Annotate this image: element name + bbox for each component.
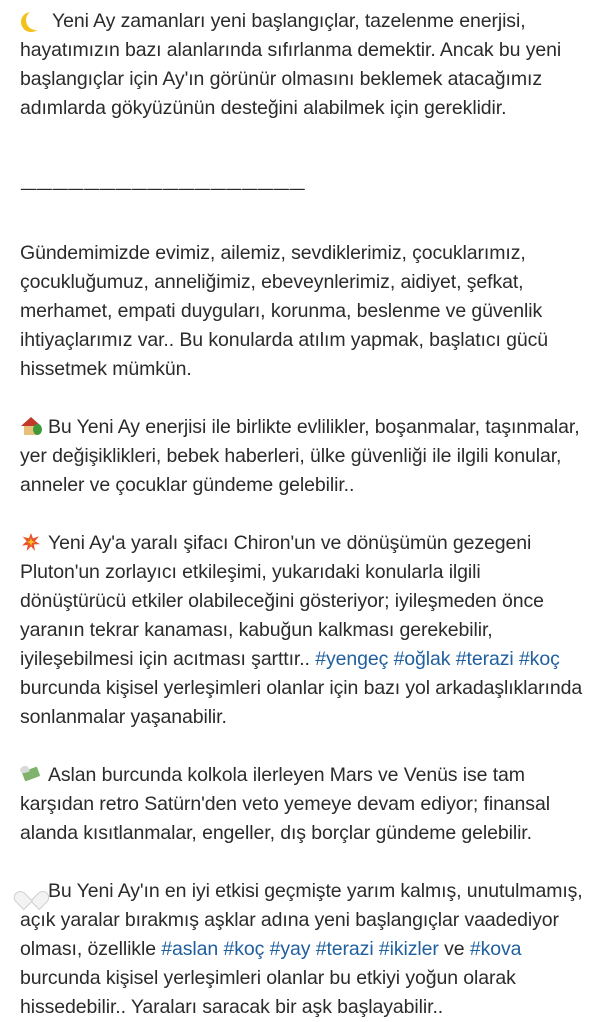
conjunction-text: ve — [444, 938, 465, 960]
paragraph-text: Aslan burcunda kolkola ilerleyen Mars ve Venüs ise tam karşıdan retro Satürn'den veto yemeye devam ediyor; finansal alanda kısıtlanmalar, engeller, dış borçlar gündeme gelebilir. — [20, 764, 550, 844]
hashtag-link[interactable]: #oğlak — [393, 648, 451, 670]
hashtag-link[interactable]: #koç — [223, 938, 265, 960]
paragraph-text: burcunda kişisel yerleşimleri olanlar bu etkiyi yoğun olarak hissedebilir.. Yaraları saracak bir aşk başlayabilir.. — [20, 967, 516, 1018]
paragraph-text: Bu Yeni Ay enerjisi ile birlikte evlilikler, boşanmalar, taşınmalar, yer değişiklikleri, bebek haberleri, ülke güvenliği ile ilgili konular, anneler ve çocuklar gündeme gelebilir.. — [20, 416, 580, 496]
house-with-garden-icon — [20, 415, 42, 437]
paragraph-text: Yeni Ay zamanları yeni başlangıçlar, tazelenme enerjisi, hayatımızın bazı alanlarında sıfırlanma demektir. Ancak bu yeni başlangıçlar için Ay'ın görünür olmasını beklemek atacağımız adımlarda gökyüzünün desteğini alabilmek için gereklidir. — [20, 10, 562, 119]
crescent-moon-icon — [26, 10, 46, 30]
hashtag-link[interactable]: #kova — [469, 938, 522, 960]
hashtag-link[interactable]: #yay — [269, 938, 311, 960]
paragraph-chiron-pluto — [20, 529, 590, 732]
paragraph-agenda — [20, 239, 590, 384]
paragraph-text: Bu Yeni Ay'ın en iyi etkisi geçmişte yarım kalmış, unutulmamış, açık yaralar bırakmış aşklar adına yeni başlangıçlar vaadediyor olması, özellikle — [20, 880, 583, 960]
hashtag-link[interactable]: #ikizler — [378, 938, 439, 960]
hashtag-link[interactable]: #terazi — [315, 938, 374, 960]
divider — [20, 152, 590, 210]
hashtag-link[interactable]: #yengeç — [315, 648, 389, 670]
hashtag-link[interactable]: #koç — [518, 648, 560, 670]
paragraph-text: Gündemimizde evimiz, ailemiz, sevdiklerimiz, çocuklarımız, çocukluğumuz, anneliğimiz, ebeveynlerimiz, aidiyet, şefkat, merhamet, empati duyguları, korunma, beslenme ve güvenlik ihtiyaçlarımız var.. Bu konularda atılım yapmak, başlatıcı gücü hissetmek mümkün. — [20, 242, 549, 380]
paragraph-text: Yeni Ay'a yaralı şifacı Chiron'un ve dönüşümün gezegeni Pluton'un zorlayıcı etkileşimi, yukarıdaki konularla ilgili dönüştürücü etkiler olabileceğini gösteriyor; iyileşmeden önce yaranın tekrar kanaması, kabuğun kalkması gerekebilir, iyileşebilmesi için acıtması şarttır.. — [20, 532, 544, 670]
money-with-wings-icon — [20, 763, 42, 785]
paragraph-text: burcunda kişisel yerleşimleri olanlar için bazı yol arkadaşlıklarında sonlanmalar yaşanabilir. — [20, 677, 583, 728]
collision-icon — [20, 531, 42, 553]
white-heart-icon — [20, 879, 42, 901]
hashtag-link[interactable]: #terazi — [455, 648, 514, 670]
divider-line: —————————————————— — [20, 179, 305, 199]
paragraph-new-moon-intro — [20, 7, 590, 123]
hashtag-link[interactable]: #aslan — [161, 938, 219, 960]
paragraph-home-topics — [20, 413, 590, 500]
paragraph-love — [20, 877, 590, 1022]
paragraph-mars-venus — [20, 761, 590, 848]
